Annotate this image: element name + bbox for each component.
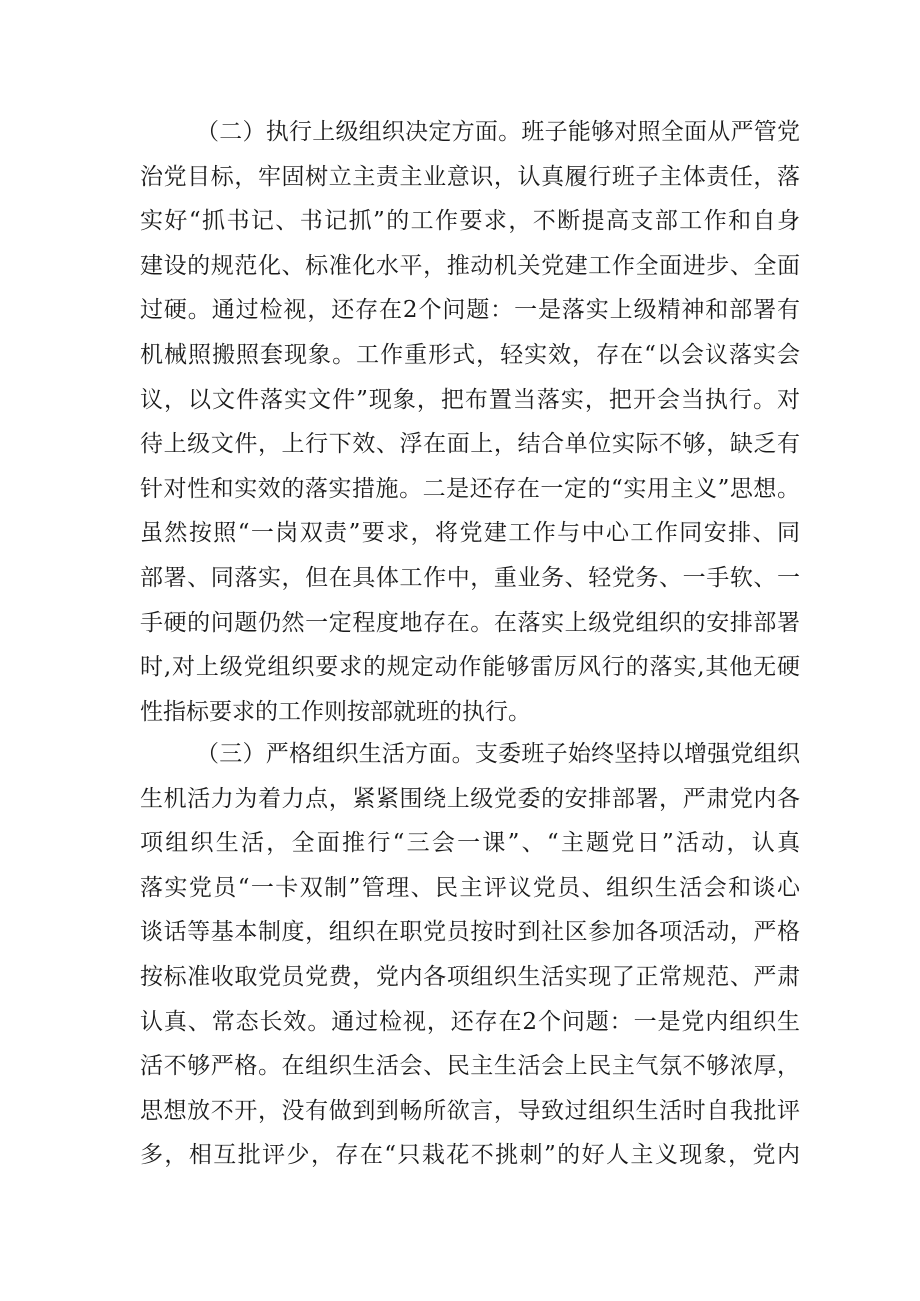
paragraph-line: 部署、同落实，但在具体工作中，重业务、轻党务、一手软、一 bbox=[140, 564, 800, 591]
paragraph-line: 手硬的问题仍然一定程度地存在。在落实上级党组织的安排部署 bbox=[140, 609, 800, 636]
paragraph-line: 待上级文件，上行下效、浮在面上，结合单位实际不够，缺乏有 bbox=[140, 431, 800, 458]
paragraph-execution bbox=[140, 110, 800, 734]
paragraph-line: 落实党员“一卡双制”管理、民主评议党员、组织生活会和谈心 bbox=[140, 874, 800, 901]
paragraph-line: （三）严格组织生活方面。支委班子始终坚持以增强党组织 bbox=[196, 741, 800, 767]
paragraph-line: （二）执行上级组织决定方面。班子能够对照全面从严管党 bbox=[196, 119, 800, 145]
paragraph-line: 实好“抓书记、书记抓”的工作要求，不断提高支部工作和自身 bbox=[140, 208, 800, 235]
paragraph-line: 过硬。通过检视，还存在2个问题：一是落实上级精神和部署有 bbox=[140, 297, 800, 324]
paragraph-line: 认真、常态长效。通过检视，还存在2个问题：一是党内组织生 bbox=[140, 1008, 800, 1035]
paragraph-line: 时,对上级党组织要求的规定动作能够雷厉风行的落实,其他无硬 bbox=[140, 654, 800, 681]
paragraph-line: 生机活力为着力点，紧紧围绕上级党委的安排部署，严肃党内各 bbox=[140, 785, 800, 812]
paragraph-line: 建设的规范化、标准化水平，推动机关党建工作全面进步、全面 bbox=[140, 252, 800, 279]
paragraph-line: 性指标要求的工作则按部就班的执行。 bbox=[140, 698, 531, 725]
paragraph-line: 机械照搬照套现象。工作重形式，轻实效，存在“以会议落实会 bbox=[140, 341, 800, 368]
paragraph-line: 项组织生活，全面推行“三会一课”、“主题党日”活动，认真 bbox=[140, 830, 800, 857]
paragraph-line: 议，以文件落实文件”现象，把布置当落实，把开会当执行。对 bbox=[140, 386, 800, 413]
paragraph-line: 治党目标，牢固树立主责主业意识，认真履行班子主体责任，落 bbox=[140, 163, 800, 190]
paragraph-line: 思想放不开，没有做到到畅所欲言，导致过组织生活时自我批评 bbox=[140, 1097, 800, 1124]
paragraph-line: 按标准收取党员党费，党内各项组织生活实现了正常规范、严肃 bbox=[140, 963, 800, 990]
paragraph-line: 虽然按照“一岗双责”要求，将党建工作与中心工作同安排、同 bbox=[140, 520, 800, 547]
paragraph-line: 针对性和实效的落实措施。二是还存在一定的“实用主义”思想。 bbox=[140, 475, 800, 502]
paragraph-line: 多，相互批评少，存在“只栽花不挑刺”的好人主义现象，党内 bbox=[140, 1142, 800, 1169]
paragraph-organizational-life bbox=[140, 732, 800, 1178]
paragraph-line: 活不够严格。在组织生活会、民主生活会上民主气氛不够浓厚， bbox=[140, 1053, 800, 1080]
paragraph-line: 谈话等基本制度，组织在职党员按时到社区参加各项活动，严格 bbox=[140, 919, 800, 946]
